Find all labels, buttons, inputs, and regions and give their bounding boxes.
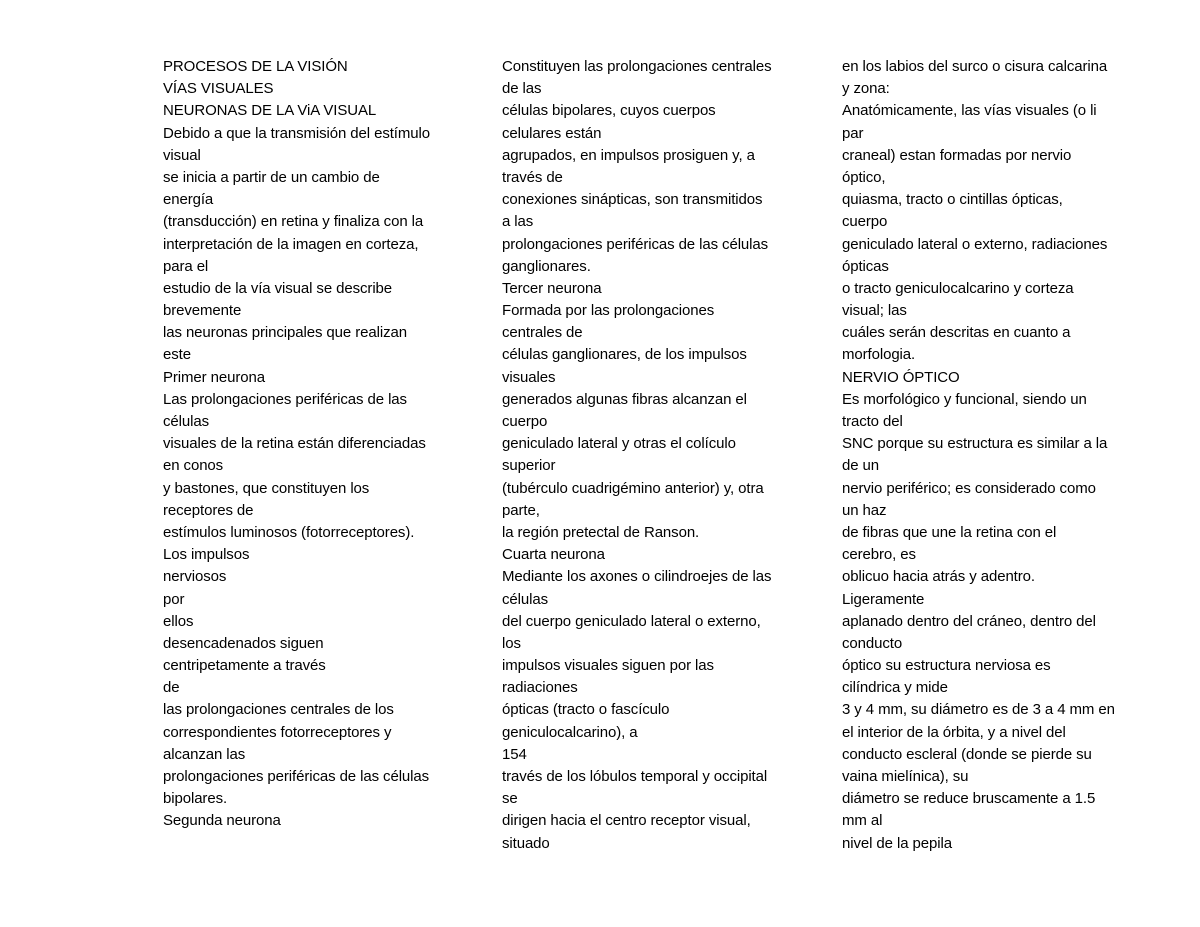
text-line: a las xyxy=(502,213,534,231)
text-line: cilíndrica y mide xyxy=(842,679,948,697)
text-line: visuales de la retina están diferenciadas xyxy=(163,435,426,453)
text-line: se inicia a partir de un cambio de xyxy=(163,168,380,186)
text-line: el interior de la órbita, y a nivel del xyxy=(842,723,1066,741)
text-line: craneal) estan formadas por nervio xyxy=(842,146,1072,164)
text-line: la región pretectal de Ranson. xyxy=(502,523,700,541)
text-line: de las xyxy=(502,80,542,98)
text-line: los xyxy=(502,634,521,652)
text-line: 3 y 4 mm, su diámetro es de 3 a 4 mm en xyxy=(842,701,1115,719)
text-line: Constituyen las prolongaciones centrales xyxy=(502,58,772,75)
text-line: las prolongaciones centrales de los xyxy=(163,701,394,719)
text-line: Los impulsos xyxy=(163,546,250,564)
text-line: células ganglionares, de los impulsos xyxy=(502,346,747,364)
text-line: dirigen hacia el centro receptor visual, xyxy=(502,812,751,830)
text-line: centripetamente a través xyxy=(163,657,326,675)
text-line: ópticas (tracto o fascículo xyxy=(502,701,670,719)
text-line: par xyxy=(842,124,864,142)
text-line: óptico, xyxy=(842,168,886,186)
text-line: Mediante los axones o cilindroejes de las xyxy=(502,568,772,586)
text-line: desencadenados siguen xyxy=(163,634,324,652)
text-line: cuáles serán descritas en cuanto a xyxy=(842,324,1071,342)
text-line: receptores de xyxy=(163,501,254,519)
text-line: en conos xyxy=(163,457,224,475)
text-line: morfologia. xyxy=(842,346,916,364)
text-line: tracto del xyxy=(842,413,903,430)
text-line: (tubérculo cuadrigémino anterior) y, otra xyxy=(502,479,764,497)
text-line: aplanado dentro del cráneo, dentro del xyxy=(842,612,1096,630)
text-column-1 xyxy=(163,56,481,833)
text-line: 154 xyxy=(502,745,527,763)
text-line: PROCESOS DE LA VISIÓN xyxy=(163,58,348,75)
text-line: conducto xyxy=(842,634,903,652)
text-line: conexiones sinápticas, son transmitidos xyxy=(502,191,763,209)
text-line: Primer neurona xyxy=(163,368,265,386)
text-line: centrales de xyxy=(502,324,583,342)
text-line: ópticas xyxy=(842,257,889,275)
text-line: por xyxy=(163,590,185,608)
text-line: visual xyxy=(163,146,201,164)
text-line: través de xyxy=(502,168,563,186)
text-line: generados algunas fibras alcanzan el xyxy=(502,390,747,408)
text-line: Debido a que la transmisión del estímulo xyxy=(163,124,430,142)
text-line: células xyxy=(163,413,209,430)
text-line: y bastones, que constituyen los xyxy=(163,479,370,497)
text-line: nerviosos xyxy=(163,568,227,586)
text-line: de un xyxy=(842,457,880,475)
text-line: interpretación de la imagen en corteza, xyxy=(163,235,419,253)
text-line: las neuronas principales que realizan xyxy=(163,324,407,342)
text-line: agrupados, en impulsos prosiguen y, a xyxy=(502,146,755,164)
text-column-2 xyxy=(502,56,820,855)
text-line: Segunda neurona xyxy=(163,812,281,830)
text-line: ellos xyxy=(163,612,194,630)
text-line: quiasma, tracto o cintillas ópticas, xyxy=(842,191,1063,209)
text-line: óptico su estructura nerviosa es xyxy=(842,657,1051,675)
text-line: oblicuo hacia atrás y adentro. xyxy=(842,568,1035,586)
text-line: VÍAS VISUALES xyxy=(163,80,274,98)
text-line: estímulos luminosos (fotorreceptores). xyxy=(163,523,415,541)
text-line: cuerpo xyxy=(502,413,548,430)
text-line: y zona: xyxy=(842,80,890,98)
text-line: Tercer neurona xyxy=(502,279,602,297)
text-line: impulsos visuales siguen por las xyxy=(502,657,714,675)
text-line: vaina mielínica), su xyxy=(842,768,969,785)
text-line: prolongaciones periféricas de las células xyxy=(502,235,769,253)
text-line: superior xyxy=(502,457,556,475)
text-line: de fibras que une la retina con el xyxy=(842,523,1057,541)
text-line: situado xyxy=(502,834,550,852)
text-line: un haz xyxy=(842,501,887,519)
text-line: conducto escleral (donde se pierde su xyxy=(842,745,1092,763)
text-line: Formada por las prolongaciones xyxy=(502,302,715,320)
text-line: visuales xyxy=(502,368,556,386)
text-line: diámetro se reduce bruscamente a 1.5 xyxy=(842,790,1096,808)
text-line: Cuarta neurona xyxy=(502,546,605,564)
text-line: del cuerpo geniculado lateral o externo, xyxy=(502,612,761,630)
text-line: se xyxy=(502,790,518,808)
text-line: células xyxy=(502,590,548,608)
text-line: celulares están xyxy=(502,124,602,142)
text-line: cuerpo xyxy=(842,213,888,231)
text-line: nivel de la pepila xyxy=(842,834,952,852)
text-line: (transducción) en retina y finaliza con la xyxy=(163,213,424,231)
text-line: bipolares. xyxy=(163,790,228,808)
text-line: brevemente xyxy=(163,302,242,320)
text-line: este xyxy=(163,346,191,364)
text-line: parte, xyxy=(502,501,540,519)
text-line: ganglionares. xyxy=(502,257,591,275)
text-line: radiaciones xyxy=(502,679,578,697)
text-line: nervio periférico; es considerado como xyxy=(842,479,1096,497)
text-line: visual; las xyxy=(842,302,907,320)
text-line: Es morfológico y funcional, siendo un xyxy=(842,390,1087,408)
text-line: SNC porque su estructura es similar a la xyxy=(842,435,1108,453)
text-line: Ligeramente xyxy=(842,590,925,608)
text-line: correspondientes fotorreceptores y xyxy=(163,723,392,741)
text-line: o tracto geniculocalcarino y corteza xyxy=(842,279,1074,297)
text-column-3 xyxy=(842,56,1160,855)
text-line: prolongaciones periféricas de las células xyxy=(163,768,430,785)
text-line: Las prolongaciones periféricas de las xyxy=(163,390,407,408)
text-line: estudio de la vía visual se describe xyxy=(163,279,393,297)
text-line: mm al xyxy=(842,812,883,830)
text-line: energía xyxy=(163,191,214,209)
text-line: de xyxy=(163,679,180,697)
text-line: alcanzan las xyxy=(163,745,246,763)
text-line: geniculado lateral o externo, radiaciones xyxy=(842,235,1108,253)
text-line: Anatómicamente, las vías visuales (o li xyxy=(842,102,1097,120)
text-line: en los labios del surco o cisura calcarina xyxy=(842,58,1108,75)
text-line: células bipolares, cuyos cuerpos xyxy=(502,102,716,120)
text-line: NERVIO ÓPTICO xyxy=(842,368,960,386)
text-line: geniculocalcarino), a xyxy=(502,723,638,741)
text-line: para el xyxy=(163,257,209,275)
text-line: través de los lóbulos temporal y occipital xyxy=(502,768,768,785)
text-line: NEURONAS DE LA ViA VISUAL xyxy=(163,102,377,120)
text-line: geniculado lateral y otras el colículo xyxy=(502,435,736,453)
text-line: cerebro, es xyxy=(842,546,916,564)
